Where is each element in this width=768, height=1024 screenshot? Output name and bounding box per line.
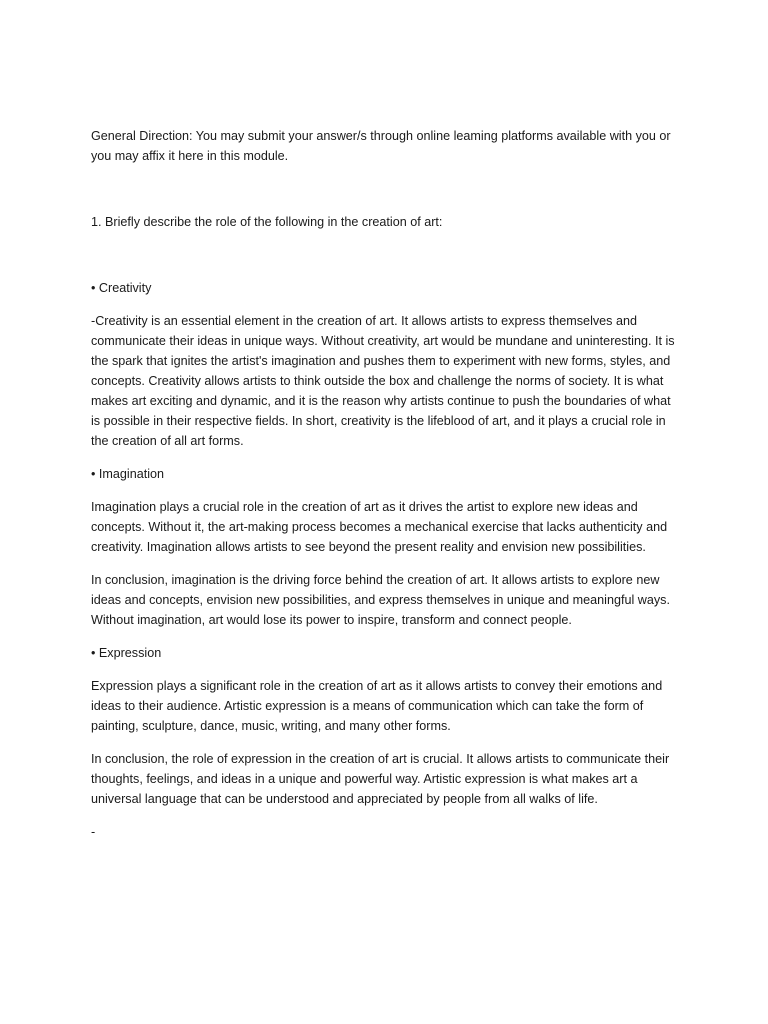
- section-heading-creativity: • Creativity: [91, 281, 152, 295]
- section-heading-imagination: • Imagination: [91, 467, 165, 481]
- creativity-paragraph: -Creativity is an essential element in the creation of art. It allows artists to express themselves and communicate their ideas in unique ways. Without creativity, art would be mundane and uninteresting. It is the spark that ignites the artist's imagination and pushes them to experiment with new forms, styles, and concepts. Creativity allows artists to think outside the box and challenge the norms of society. It is what makes art exciting and dynamic, and it is the reason why artists continue to push the boundaries of what is possible in their respective fields. In short, creativity is the lifeblood of art, and it plays a crucial role in the creation of all art forms.: [91, 314, 675, 448]
- question-1: 1. Briefly describe the role of the following in the creation of art:: [91, 215, 443, 229]
- section-expression: [91, 643, 680, 809]
- imagination-paragraph-1: Imagination plays a crucial role in the creation of art as it drives the artist to explore new ideas and concepts. Without it, the art-making process becomes a mechanical exercise that lacks authenticity and creativity. Imagination allows artists to see beyond the present reality and envision new possibilities.: [91, 500, 668, 554]
- trailing-dash: -: [91, 825, 96, 839]
- section-creativity: [91, 278, 680, 451]
- imagination-paragraph-2: In conclusion, imagination is the driving force behind the creation of art. It allows artists to explore new ideas and concepts, envision new possibilities, and express themselves in unique and meaningful ways. Without imagination, art would lose its power to inspire, transform and connect people.: [91, 573, 670, 627]
- expression-paragraph-1: Expression plays a significant role in the creation of art as it allows artists to convey their emotions and ideas to their audience. Artistic expression is a means of communication which can take the form of painting, sculpture, dance, music, writing, and many other forms.: [91, 679, 663, 733]
- section-imagination: [91, 464, 680, 630]
- section-heading-expression: • Expression: [91, 646, 162, 660]
- expression-paragraph-2: In conclusion, the role of expression in the creation of art is crucial. It allows artists to communicate their thoughts, feelings, and ideas in a unique and powerful way. Artistic expression is what makes art a universal language that can be understood and appreciated by people from all walks of life.: [91, 752, 670, 806]
- general-direction: General Direction: You may submit your answer/s through online leaming platforms available with you or you may affix it here in this module.: [91, 129, 671, 163]
